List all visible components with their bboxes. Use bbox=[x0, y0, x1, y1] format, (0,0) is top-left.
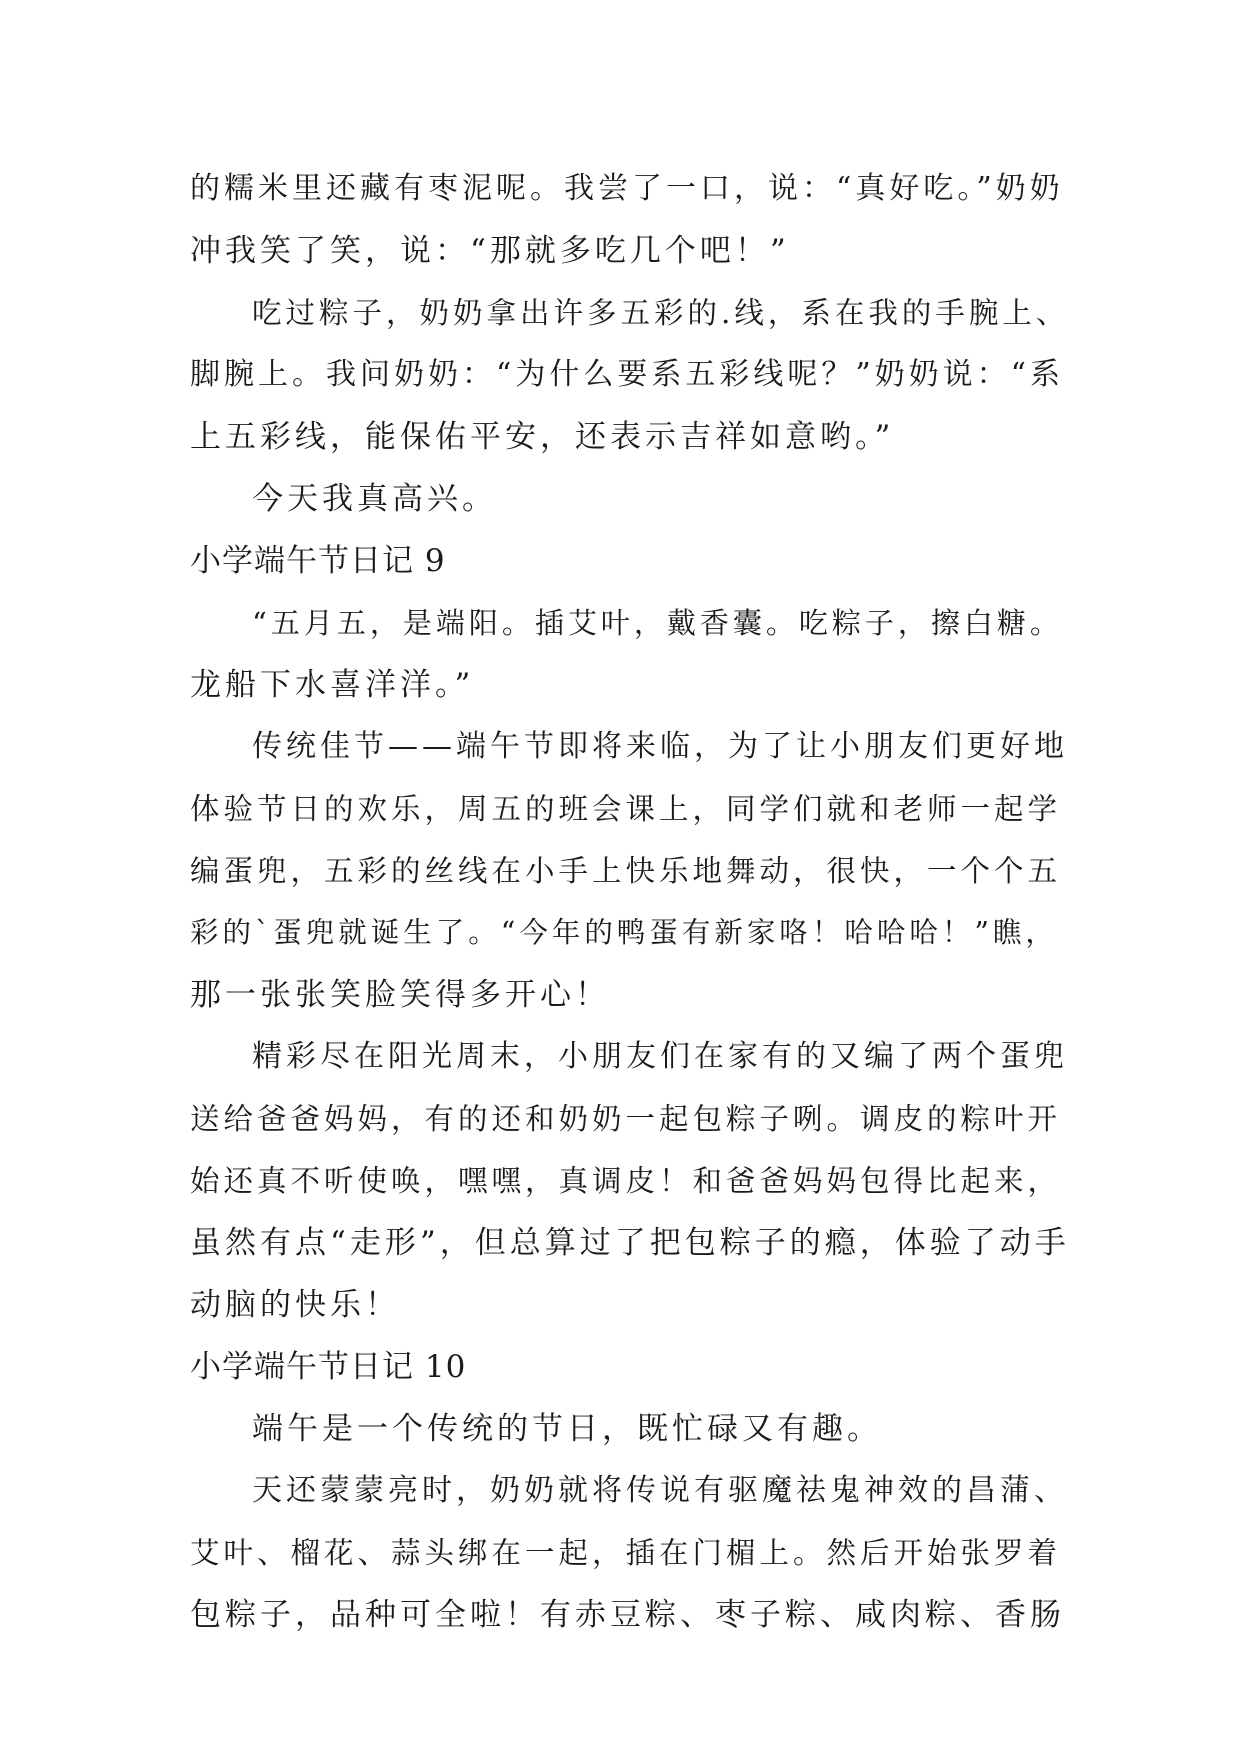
text-line: 天还蒙蒙亮时，奶奶就将传说有驱魔祛鬼神效的昌蒲、 bbox=[252, 1473, 1068, 1508]
text-line: 传统佳节——端午节即将来临，为了让小朋友们更好地 bbox=[252, 729, 1068, 764]
text-line: 冲我笑了笑，说：“那就多吃几个吧！” bbox=[190, 233, 790, 269]
document-body bbox=[190, 158, 1070, 1646]
text-line: 虽然有点“走形”，但总算过了把包粽子的瘾，体验了动手 bbox=[190, 1225, 1070, 1261]
text-line: 上五彩线，能保佑平安，还表示吉祥如意哟。” bbox=[190, 419, 895, 455]
text-line: 那一张张笑脸笑得多开心！ bbox=[190, 977, 610, 1013]
text-line: 送给爸爸妈妈，有的还和奶奶一起包粽子咧。调皮的粽叶开 bbox=[190, 1102, 1062, 1136]
text-line: 始还真不听使唤，嘿嘿，真调皮！和爸爸妈妈包得比起来， bbox=[190, 1164, 1062, 1198]
text-line: 体验节日的欢乐，周五的班会课上，同学们就和老师一起学 bbox=[190, 792, 1062, 826]
text-line: 脚腕上。我问奶奶：“为什么要系五彩线呢？”奶奶说：“系 bbox=[190, 357, 1065, 392]
text-line: 艾叶、榴花、蒜头绑在一起，插在门楣上。然后开始张罗着 bbox=[190, 1536, 1062, 1570]
section-heading: 小学端午节日记 9 bbox=[190, 543, 446, 579]
text-line: 龙船下水喜洋洋。” bbox=[190, 667, 475, 703]
text-line: 端午是一个传统的节日，既忙碌又有趣。 bbox=[252, 1411, 882, 1447]
section-heading: 小学端午节日记 10 bbox=[190, 1349, 467, 1385]
text-line: 编蛋兜，五彩的丝线在小手上快乐地舞动，很快，一个个五 bbox=[190, 854, 1062, 888]
text-line: 今天我真高兴。 bbox=[252, 481, 497, 517]
text-line: 包粽子，品种可全啦！有赤豆粽、枣子粽、咸肉粽、香肠 bbox=[190, 1597, 1065, 1633]
text-line: 吃过粽子，奶奶拿出许多五彩的.线，系在我的手腕上、 bbox=[252, 296, 1070, 330]
text-line: “五月五，是端阳。插艾叶，戴香囊。吃粽子，擦白糖。 bbox=[252, 606, 1063, 640]
text-line: 精彩尽在阳光周末，小朋友们在家有的又编了两个蛋兜 bbox=[252, 1039, 1068, 1074]
text-line: 彩的`蛋兜就诞生了。“今年的鸭蛋有新家咯！哈哈哈！”瞧， bbox=[190, 916, 1058, 949]
text-line: 的糯米里还藏有枣泥呢。我尝了一口，说：“真好吃。”奶奶 bbox=[190, 171, 1064, 206]
text-line: 动脑的快乐！ bbox=[190, 1287, 400, 1323]
